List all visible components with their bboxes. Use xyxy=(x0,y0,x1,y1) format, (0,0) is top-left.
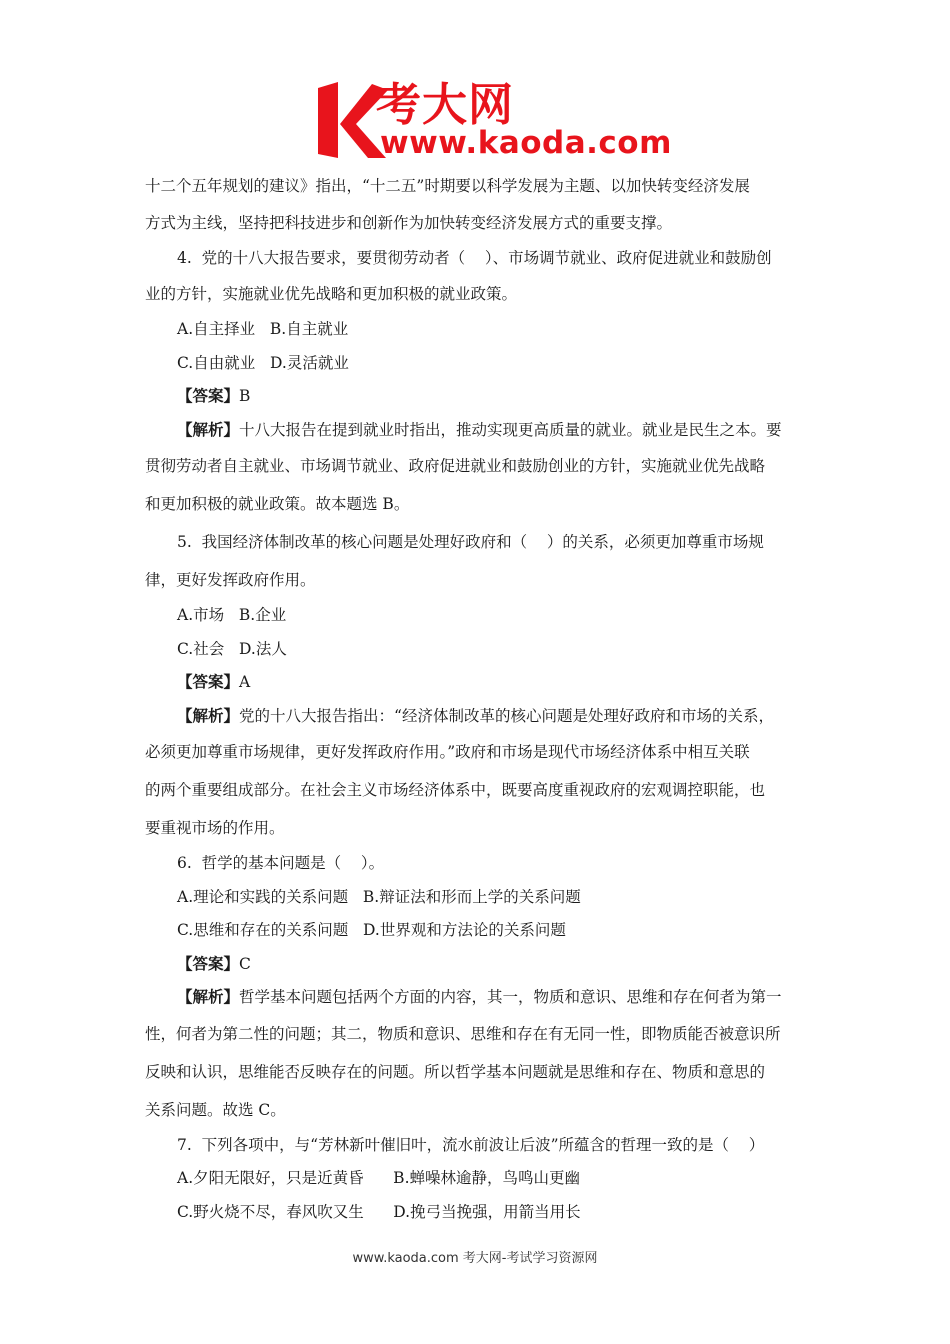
question-4-text-cont: 业的方针，实施就业优先战略和更加积极的就业政策。 xyxy=(145,285,518,303)
explanation-line: 反映和认识，思维能否反映存在的问题。所以哲学基本问题就是思维和存在、物质和意思的 xyxy=(145,1062,766,1081)
explanation-line: 性，何者为第二性的问题；其二，物质和意识、思维和存在有无同一性，即物质能否被意识所 xyxy=(145,1024,781,1043)
question-5-text: 5. 我国经济体制改革的核心问题是处理好政府和（ ）的关系，必须更加尊重市场规 xyxy=(177,533,764,551)
answer-value: B xyxy=(239,387,251,405)
explanation-line: 必须更加尊重市场规律，更好发挥政府作用。”政府和市场是现代市场经济体系中相互关联 xyxy=(145,743,750,761)
explanation-text: 哲学基本问题包括两个方面的内容，其一，物质和意识、思维和存在何者为第一 xyxy=(239,988,782,1006)
question-5-options-ab: A.市场 B.企业 xyxy=(177,606,287,624)
question-4-options-ab: A.自主择业 B.自主就业 xyxy=(177,320,349,338)
logo-chinese-name: 考大网 xyxy=(376,78,515,131)
site-logo xyxy=(316,78,672,161)
question-6-text: 6. 哲学的基本问题是（ ）。 xyxy=(177,854,385,872)
question-4-explanation xyxy=(145,414,810,448)
paragraph-line: 方式为主线，坚持把科技进步和创新作为加快转变经济发展方式的重要支撑。 xyxy=(145,213,673,232)
question-6-options-cd: C.思维和存在的关系问题 D.世界观和方法论的关系问题 xyxy=(177,921,566,939)
page-footer: www.kaoda.com 考大网-考试学习资源网 xyxy=(352,1251,598,1266)
explanation-tag: 【解析】 xyxy=(177,706,240,725)
explanation-line: 贯彻劳动者自主就业、市场调节就业、政府促进就业和鼓励创业的方针，实施就业优先战略 xyxy=(145,457,766,475)
question-6-options-ab: A.理论和实践的关系问题 B.辩证法和形而上学的关系问题 xyxy=(177,887,581,906)
answer-value: A xyxy=(239,673,251,691)
question-6-answer xyxy=(145,948,810,982)
document-body xyxy=(145,170,810,1229)
question-5-explanation xyxy=(145,700,810,734)
answer-value: C xyxy=(239,954,251,973)
question-4-text: 4. 党的十八大报告要求，要贯彻劳动者（ ）、市场调节就业、政府促进就业和鼓励创 xyxy=(177,248,772,267)
logo-url: www.kaoda.com xyxy=(380,125,672,161)
answer-tag: 【答案】 xyxy=(177,673,240,691)
question-5-text-cont: 律，更好发挥政府作用。 xyxy=(145,571,316,589)
answer-tag: 【答案】 xyxy=(177,954,240,973)
question-5-options-cd: C.社会 D.法人 xyxy=(177,639,287,658)
question-6-explanation xyxy=(145,981,810,1015)
explanation-text: 党的十八大报告指出：“经济体制改革的核心问题是处理好政府和市场的关系， xyxy=(239,706,774,725)
question-7-text: 7. 下列各项中，与“芳林新叶催旧叶，流水前波让后波”所蕴含的哲理一致的是（ ） xyxy=(177,1135,765,1154)
question-4-options-cd: C.自由就业 D.灵活就业 xyxy=(177,353,349,372)
explanation-line: 要重视市场的作用。 xyxy=(145,819,285,837)
explanation-line: 的两个重要组成部分。在社会主义市场经济体系中，既要高度重视政府的宏观调控职能，也 xyxy=(145,781,766,799)
answer-tag: 【答案】 xyxy=(177,387,240,405)
explanation-tag: 【解析】 xyxy=(177,988,240,1006)
question-4-answer xyxy=(145,380,810,414)
paragraph-line: 十二个五年规划的建议》指出，“十二五”时期要以科学发展为主题、以加快转变经济发展 xyxy=(145,177,750,195)
explanation-line: 关系问题。故选 C。 xyxy=(145,1100,286,1119)
question-7-options-cd: C.野火烧不尽，春风吹又生 D.挽弓当挽强，用箭当用长 xyxy=(177,1202,581,1221)
question-5-answer xyxy=(145,666,810,700)
explanation-tag: 【解析】 xyxy=(177,420,240,439)
question-7-options-ab: A.夕阳无限好，只是近黄昏 B.蝉噪林逾静，鸟鸣山更幽 xyxy=(177,1169,581,1187)
explanation-line: 和更加积极的就业政策。故本题选 B。 xyxy=(145,495,410,513)
explanation-text: 十八大报告在提到就业时指出，推动实现更高质量的就业。就业是民生之本。要 xyxy=(239,420,782,439)
